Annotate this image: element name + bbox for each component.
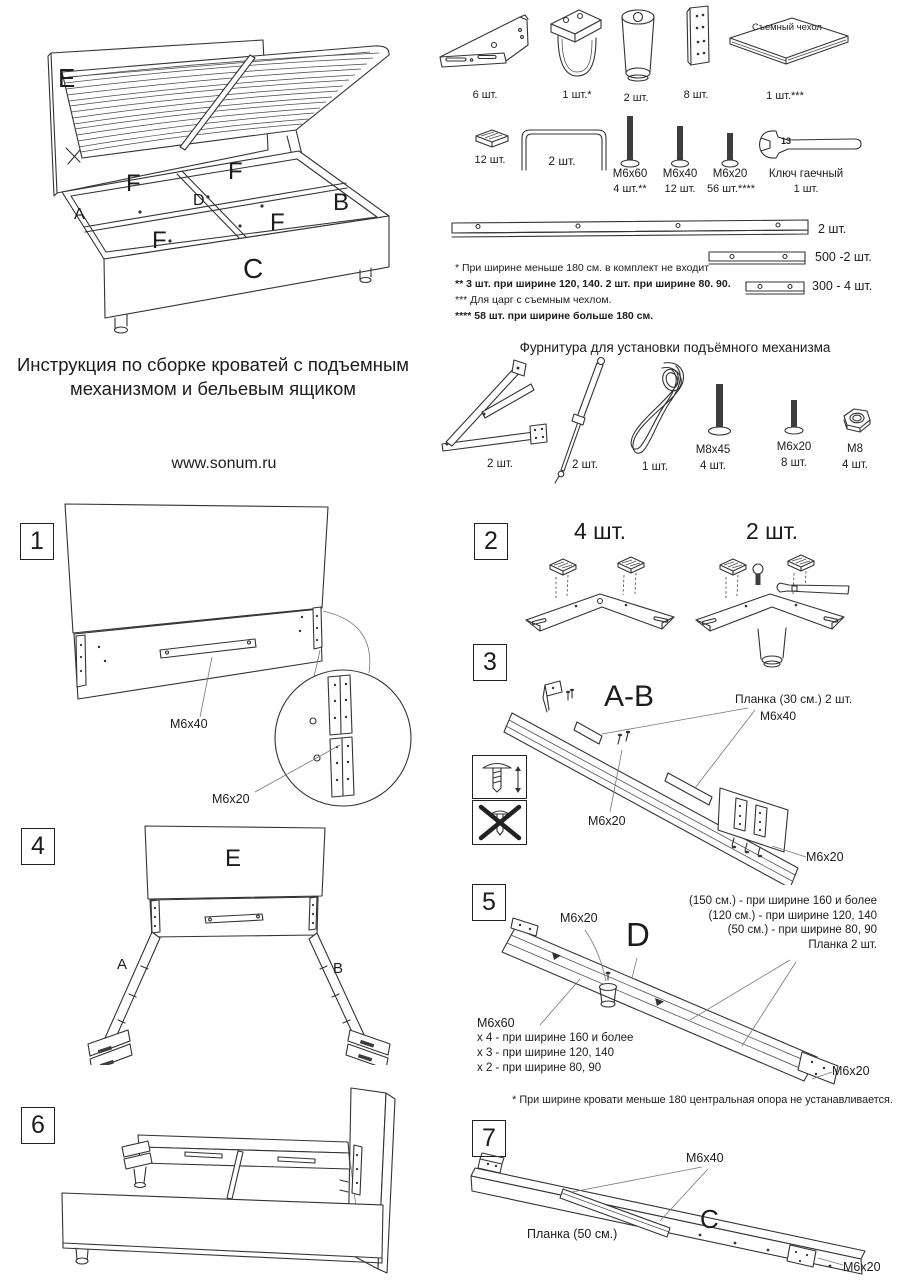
- qty-leg: 2 шт.: [623, 92, 649, 104]
- qty-removable-cover: 1 шт.***: [766, 90, 804, 102]
- long-slat-icon: [448, 218, 814, 240]
- size-nut-m8: M8: [847, 443, 863, 455]
- overview-label-footboard: C: [243, 253, 264, 284]
- kit-note-2: ** 3 шт. при ширине 120, 140. 2 шт. при ширине 80. 90.: [455, 278, 731, 290]
- step-4-number: 4: [21, 828, 55, 865]
- qty-bolt-m6x40: 12 шт.: [664, 183, 696, 195]
- step5-option-120: (120 см.) - при ширине 120, 140: [708, 910, 877, 922]
- qty-gas-spring: 2 шт.: [571, 459, 598, 471]
- doc-title-line2: механизмом и бельевым ящиком: [70, 378, 356, 399]
- step-3-number: 3: [473, 644, 507, 681]
- size-bolt-m8x45: M8x45: [695, 444, 731, 456]
- website-link[interactable]: www.sonum.ru: [171, 455, 277, 472]
- overview-label-bottom-2: F: [228, 158, 243, 185]
- size-bolt-m6x60: M6x60: [612, 168, 648, 180]
- overview-label-side-b: B: [333, 189, 350, 216]
- step-5-number: 5: [472, 884, 506, 921]
- step5-label-d: D: [626, 916, 650, 953]
- step-2-number: 2: [474, 523, 508, 560]
- nut-m8-icon: [838, 404, 874, 436]
- step4-label-side-b: B: [333, 960, 344, 977]
- leg-bracket-icon: [545, 6, 607, 86]
- step5-count-120: x 3 - при ширине 120, 140: [477, 1047, 614, 1059]
- step5-note: * При ширине кровати меньше 180 центральная опора не устанавливается.: [512, 1094, 893, 1106]
- qty-bolt-m6x20-hw: 8 шт.: [780, 457, 807, 469]
- step5-label-m6x20-bottom: M6x20: [832, 1064, 870, 1078]
- qty-corner-bracket: 6 шт.: [472, 89, 498, 101]
- pad-icon: [472, 126, 512, 152]
- step4-label-side-a: A: [117, 956, 128, 973]
- qty-bolt-m6x60: 4 шт.**: [613, 183, 647, 195]
- step-7-number: 7: [472, 1120, 506, 1157]
- step7-label-footboard: C: [700, 1204, 719, 1234]
- lift-mechanism-icon: [436, 352, 551, 457]
- removable-cover-icon: [720, 10, 855, 72]
- step5-count-80: x 2 - при ширине 80, 90: [477, 1062, 602, 1074]
- kit-note-3: *** Для царг с съемным чехлом.: [455, 294, 612, 306]
- step-1-figure: [10, 495, 430, 815]
- step5-label-m6x20-top: M6x20: [560, 911, 598, 925]
- step3-label-m6x20-b: M6x20: [806, 850, 844, 864]
- overview-label-side-a: A: [74, 206, 85, 223]
- size-bolt-m6x20-hw: M6x20: [776, 441, 812, 453]
- qty-connecting-plate: 8 шт.: [683, 89, 709, 101]
- step5-label-m6x60: M6x60: [477, 1016, 515, 1030]
- qty-long-slat: 2 шт.: [818, 222, 847, 236]
- step3-label-m6x20-a: M6x20: [588, 814, 626, 828]
- qty-pad: 12 шт.: [474, 154, 506, 166]
- step2-qty-right: 2 шт.: [745, 518, 798, 544]
- step7-label-m6x40: M6x40: [686, 1151, 724, 1165]
- size-bolt-m6x40: M6x40: [662, 168, 698, 180]
- step3-label-m6x40: M6x40: [760, 709, 797, 723]
- qty-wrench: 1 шт.: [793, 183, 819, 195]
- qty-bolt-m8x45: 4 шт.: [699, 460, 726, 472]
- connecting-plate-icon: [681, 4, 715, 68]
- step-3-figure: [450, 640, 900, 885]
- wrench-title: Ключ гаечный: [768, 168, 844, 180]
- kit-note-4: **** 58 шт. при ширине больше 180 см.: [455, 310, 654, 322]
- bed-overview-figure: [0, 0, 430, 335]
- step5-plank-qty: Планка 2 шт.: [808, 939, 877, 951]
- overview-label-bottom-3: F: [152, 227, 167, 254]
- wrench-size-mark: 13: [781, 136, 792, 146]
- size-bolt-m6x20: M6x20: [712, 168, 748, 180]
- step1-label-m6x20: M6x20: [212, 792, 250, 806]
- qty-lift-mechanism: 2 шт.: [486, 458, 513, 470]
- step5-count-160: x 4 - при ширине 160 и более: [477, 1032, 634, 1044]
- hardware-title: Фурнитура для установки подъёмного механизма: [519, 340, 831, 355]
- step-1-number: 1: [20, 523, 54, 560]
- overview-label-center-support: D: [193, 192, 205, 209]
- qty-slat-500: 500 -2 шт.: [815, 250, 872, 264]
- qty-slat-300: 300 - 4 шт.: [812, 279, 873, 293]
- leg-icon: [616, 6, 660, 86]
- step2-qty-left: 4 шт.: [573, 518, 626, 544]
- corner-bracket-icon: [432, 5, 537, 100]
- step3-title-ab: A-B: [604, 680, 655, 713]
- step1-label-m6x40: M6x40: [170, 717, 208, 731]
- cover-title: Съемный чехол: [752, 22, 822, 33]
- overview-label-bottom-1: F: [126, 170, 141, 197]
- bolt-m8x45-icon: [698, 380, 740, 440]
- qty-u-bracket: 2 шт.: [548, 154, 576, 168]
- bolts-m6-icons: [602, 112, 762, 174]
- step7-plank-label: Планка (50 см.): [527, 1227, 618, 1241]
- slat-300-icon: [742, 278, 810, 298]
- overview-label-headboard: E: [58, 63, 76, 93]
- bolt-m6x20-icon: [778, 396, 812, 438]
- step-7-figure: [450, 1115, 900, 1280]
- step4-label-headboard: E: [225, 845, 242, 872]
- kit-note-1: * При ширине меньше 180 см. в комплект не входит: [455, 262, 709, 274]
- step-6-figure: [10, 1085, 440, 1280]
- qty-leg-bracket: 1 шт.*: [562, 89, 592, 101]
- step3-plank-label: Планка (30 см.) 2 шт.: [735, 692, 853, 706]
- step-4-figure: [10, 820, 430, 1065]
- qty-nut-m8: 4 шт.: [841, 459, 868, 471]
- step7-label-m6x20: M6x20: [843, 1260, 881, 1274]
- step5-option-150: (150 см.) - при ширине 160 и более: [689, 895, 877, 907]
- step5-option-50: (50 см.) - при ширине 80, 90: [727, 924, 877, 936]
- doc-title-line1: Инструкция по сборке кроватей с подъемным: [16, 354, 410, 375]
- qty-bolt-m6x20: 56 шт.****: [706, 183, 756, 195]
- step-6-number: 6: [21, 1107, 55, 1144]
- qty-strap: 1 шт.: [641, 461, 668, 473]
- slat-500-icon: [705, 248, 810, 268]
- strap-icon: [610, 358, 688, 460]
- wrench-icon: [756, 128, 866, 162]
- overview-label-bottom-4: F: [270, 209, 285, 236]
